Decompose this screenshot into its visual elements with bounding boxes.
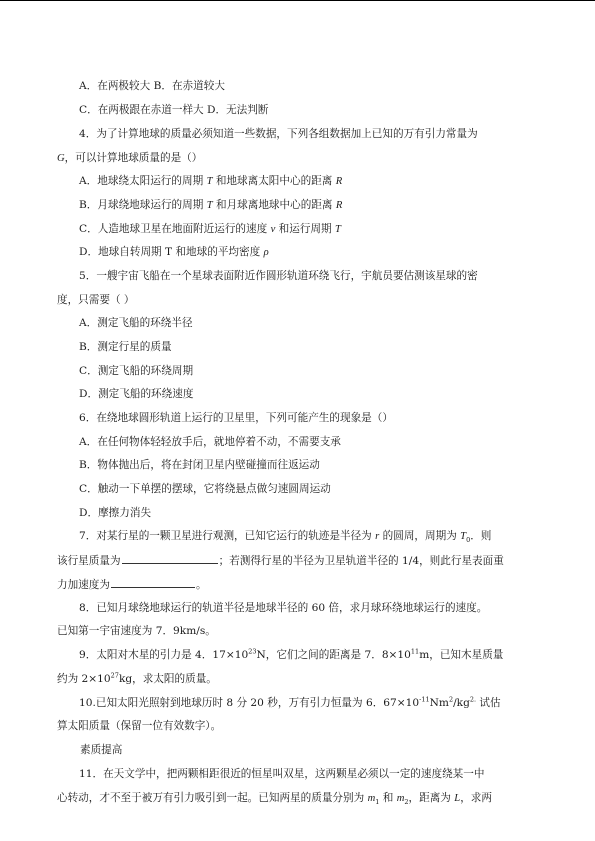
q5-stem-line2: 度，只需要（ ） bbox=[57, 294, 135, 306]
answer-blank-mass[interactable] bbox=[122, 553, 218, 564]
q10-text3: /kg bbox=[453, 697, 470, 709]
var-v: v bbox=[270, 224, 276, 235]
var-m2-subscript: 2 bbox=[404, 798, 409, 807]
q7-text6: 力加速度为 bbox=[57, 579, 110, 591]
q7-text2: 的圆周，周期为 bbox=[379, 530, 461, 542]
q9-stem-line1 bbox=[79, 648, 503, 662]
q5-option-c: C．测定飞船的环绕周期 bbox=[79, 365, 194, 377]
q8-stem-line2: 已知第一宇宙速度为 7．9km/s。 bbox=[57, 625, 216, 637]
q8-stem-line1: 8．已知月球绕地球运行的轨道半径是地球半径的 60 倍，求月球环绕地球运行的速度。 bbox=[79, 602, 488, 614]
q9-exp2: 11 bbox=[410, 647, 420, 656]
q11-text3: ，距离为 bbox=[408, 792, 455, 804]
q11-stem-line2 bbox=[57, 791, 492, 806]
q7-text3: ．则 bbox=[470, 530, 492, 542]
q9-text2: N，它们之间的距离是 7．8×10 bbox=[256, 649, 411, 661]
q5-stem-line1: 5．一艘宇宙飞船在一个星球表面附近作圆形轨道环绕飞行，宇航员要估测该星球的密 bbox=[79, 270, 478, 282]
var-G: G bbox=[57, 153, 65, 164]
var-T0: T bbox=[460, 531, 467, 542]
q5-option-a: A．测定飞船的环绕半径 bbox=[79, 317, 193, 329]
var-T: T bbox=[335, 224, 341, 235]
answer-blank-gravity[interactable] bbox=[111, 577, 195, 588]
var-m1-subscript: 1 bbox=[375, 798, 380, 807]
q7-text5: ；若测得行星的半径为卫星轨道半径的 1/4，则此行星表面重 bbox=[218, 555, 504, 567]
q6-stem: 6．在绕地球圆形轨道上运行的卫星里，下列可能产生的现象是（） bbox=[79, 412, 393, 424]
q11-stem-line1: 11．在天文学中，把两颗相距很近的恒星叫双星，这两颗星必须以一定的速度绕某一中 bbox=[79, 768, 485, 780]
var-T0-subscript: 0 bbox=[466, 536, 471, 545]
var-L: L bbox=[454, 793, 461, 804]
q4-option-d-text: D．地球自转周期 T 和地球的平均密度 bbox=[79, 246, 264, 258]
q10-stem-line1 bbox=[79, 696, 501, 710]
q4-option-b bbox=[79, 198, 342, 213]
var-R: R bbox=[335, 176, 343, 187]
q6-option-b: B．物体抛出后，将在封闭卫星内壁碰撞而往返运动 bbox=[79, 459, 320, 471]
q5-option-d: D．测定飞船的环绕速度 bbox=[79, 388, 194, 400]
q11-text2: 和 bbox=[379, 792, 397, 804]
q10-exp1: -11 bbox=[419, 695, 430, 704]
q9-exp3: 27 bbox=[110, 671, 119, 680]
q7-text1: 7．对某行星的一颗卫星进行观测，已知它运行的轨迹是半径为 bbox=[79, 530, 376, 542]
var-T: T bbox=[206, 200, 213, 211]
q11-text4: ，求两 bbox=[460, 792, 492, 804]
section-heading: 素质提高 bbox=[80, 744, 123, 756]
q10-text4: 试估 bbox=[476, 697, 501, 709]
q9-text5: kg，求太阳的质量。 bbox=[118, 673, 217, 685]
q4-stem-line2 bbox=[57, 151, 202, 166]
q7-stem-line3 bbox=[57, 577, 207, 592]
q3-options-cd: C．在两极跟在赤道一样大 D．无法判断 bbox=[79, 104, 269, 116]
q7-text7: 。 bbox=[195, 579, 207, 591]
q4-option-b-text2: 和月球离地球中心的距离 bbox=[212, 199, 336, 211]
q9-text4: 约为 2×10 bbox=[57, 673, 111, 685]
q7-stem-line2 bbox=[57, 553, 504, 568]
q4-option-b-text1: B．月球绕地球运行的周期 bbox=[79, 199, 207, 211]
q4-option-c-text2: 和运行周期 bbox=[275, 223, 335, 235]
q11-text1: 心转动，才不至于被万有引力吸引到一起。已知两星的质量分别为 bbox=[57, 792, 368, 804]
page-top-border bbox=[0, 0, 595, 1]
q4-option-a-text2: 和地球离太阳中心的距离 bbox=[212, 175, 336, 187]
q4-option-c bbox=[79, 222, 341, 237]
q9-text3: m，已知木星质量 bbox=[419, 649, 504, 661]
q9-text1: 9．太阳对木星的引力是 4．17×10 bbox=[79, 649, 249, 661]
q4-option-d bbox=[79, 245, 269, 260]
q10-text2: Nm bbox=[429, 697, 449, 709]
q10-text1: 10.已知太阳光照射到地球历时 8 分 20 秒，万有引力恒量为 6．67×10 bbox=[79, 697, 420, 709]
q4-stem-line2-text: ，可以计算地球质量的是（） bbox=[64, 152, 203, 164]
q10-exp2: 2 bbox=[448, 695, 454, 704]
q9-stem-line2 bbox=[57, 672, 217, 686]
var-m1: m bbox=[367, 793, 376, 804]
q6-option-c: C．触动一下单摆的摆球，它将绕悬点做匀速圆周运动 bbox=[79, 483, 331, 495]
var-R: R bbox=[335, 200, 343, 211]
q6-option-a: A．在任何物体轻轻放手后，就地停着不动，不需要支承 bbox=[79, 436, 341, 448]
var-m2: m bbox=[396, 793, 405, 804]
q5-option-b: B．测定行星的质量 bbox=[79, 341, 172, 353]
var-rho: ρ bbox=[263, 247, 269, 258]
q7-stem-line1 bbox=[79, 529, 491, 544]
q3-options-ab: A．在两极较大 B．在赤道较大 bbox=[79, 80, 225, 92]
q4-option-a-text1: A．地球绕太阳运行的周期 bbox=[79, 175, 207, 187]
q6-option-d: D．摩擦力消失 bbox=[79, 507, 152, 519]
var-r: r bbox=[375, 531, 380, 542]
q4-option-a bbox=[79, 174, 342, 189]
q4-stem-line1: 4．为了计算地球的质量必须知道一些数据，下列各组数据加上已知的万有引力常量为 bbox=[79, 128, 478, 140]
q10-stem-line2: 算太阳质量（保留一位有效数字）。 bbox=[57, 720, 222, 732]
q4-option-c-text1: C．人造地球卫星在地面附近运行的速度 bbox=[79, 223, 271, 235]
var-T: T bbox=[206, 176, 213, 187]
q9-exp1: 23 bbox=[248, 647, 257, 656]
q7-text4: 该行星质量为 bbox=[57, 555, 121, 567]
q10-exp3: 2. bbox=[469, 695, 477, 704]
